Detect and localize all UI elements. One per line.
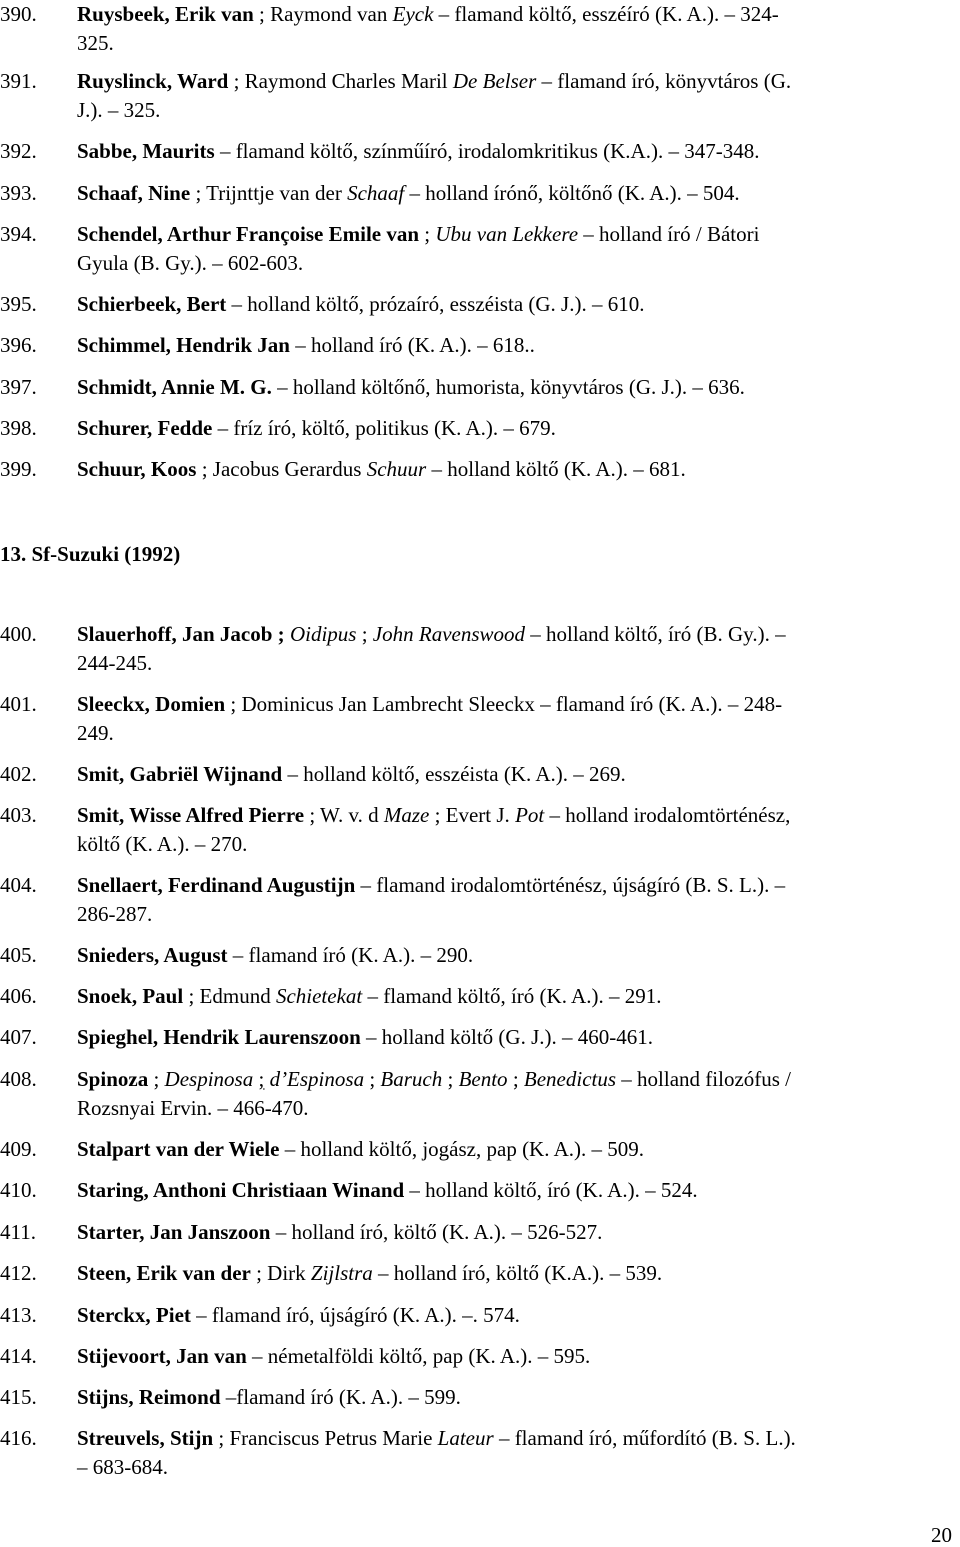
entry-heading: Snoek, Paul [77, 984, 184, 1008]
entry-number: 411. [0, 1220, 36, 1244]
entry-heading: Smit, Gabriël Wijnand [77, 762, 283, 786]
entry-text [77, 0, 958, 58]
entry-heading: Schierbeek, Bert [77, 292, 227, 316]
entry-segment: – holland költő (G. J.). – 460-461. [360, 1025, 653, 1049]
entry-italic-name: d’Espinosa [269, 1067, 365, 1091]
entry-number: 393. [0, 181, 37, 205]
entry-text [77, 1259, 958, 1288]
entry-number: 402. [0, 762, 37, 786]
entry-number: 405. [0, 943, 37, 967]
entry-line [77, 1383, 958, 1412]
entry-heading: Steen, Erik van der [77, 1261, 251, 1285]
entry-italic-name: Maze [383, 803, 430, 827]
entry-italic-name: Bento [458, 1067, 508, 1091]
entry-segment: J.). – 325. [77, 98, 161, 122]
entry-line [77, 1094, 958, 1123]
entry-segment: – flamand író (K. A.). – 290. [227, 943, 474, 967]
entry-underlined: ; [258, 1067, 265, 1091]
entry-italic-name: Eyck [392, 2, 434, 26]
entry-segment: 249. [77, 721, 114, 745]
entry-heading: Starter, Jan Janszoon [77, 1220, 271, 1244]
entry-text [77, 620, 958, 678]
entry-segment: ; [442, 1067, 459, 1091]
entry-heading: Streuvels, Stijn [77, 1426, 214, 1450]
entry-text [77, 1342, 958, 1371]
entry-number: 396. [0, 333, 37, 357]
entry-italic-name: Schaaf [347, 181, 405, 205]
entry-heading: Snellaert, Ferdinand Augustijn [77, 873, 356, 897]
entry-segment: ; Raymond Charles Maril [228, 69, 453, 93]
entry-number: 416. [0, 1426, 37, 1450]
entry-number: 410. [0, 1178, 37, 1202]
entry-segment: ; Franciscus Petrus Marie [213, 1426, 438, 1450]
entry-text [77, 871, 958, 929]
entry-segment: költő (K. A.). – 270. [77, 832, 248, 856]
entry-number: 395. [0, 292, 37, 316]
entry-text [77, 290, 958, 319]
entry-line [77, 690, 958, 719]
entry-line [77, 414, 958, 443]
entry-number: 397. [0, 375, 37, 399]
entry-heading: Spinoza [77, 1067, 149, 1091]
entry-italic-name: Lateur [437, 1426, 494, 1450]
entry-heading: Ruysbeek, Erik van [77, 2, 254, 26]
entry-line [77, 67, 958, 96]
entry-segment: ; Dirk [250, 1261, 311, 1285]
entry-heading: Ruyslinck, Ward [77, 69, 229, 93]
entry-line [77, 137, 958, 166]
entry-italic-name: Zijlstra [310, 1261, 373, 1285]
entry-segment: – németalföldi költő, pap (K. A.). – 595. [246, 1344, 591, 1368]
entry-number: 391. [0, 69, 37, 93]
entry-heading: Stijns, Reimond [77, 1385, 221, 1409]
entry-line [77, 249, 958, 278]
entry-heading: Schimmel, Hendrik Jan [77, 333, 290, 357]
entry-heading: Stalpart van der Wiele [77, 1137, 280, 1161]
entry-line [77, 96, 958, 125]
entry-number: 413. [0, 1303, 37, 1327]
entry-text [77, 982, 958, 1011]
entry-line [77, 29, 958, 58]
entry-heading: Snieders, August [77, 943, 228, 967]
entry-text [77, 801, 958, 859]
entry-segment: ; Dominicus Jan Lambrecht Sleeckx – flamand író (K. A.). – 248- [225, 692, 783, 716]
entry-segment: ; Evert J. [429, 803, 516, 827]
entry-segment: 286-287. [77, 902, 153, 926]
entry-line [77, 801, 958, 830]
entry-segment: – 683-684. [77, 1455, 168, 1479]
entry-heading: Schaaf, Nine [77, 181, 191, 205]
entry-segment: – holland költőnő, humorista, könyvtáros (G. J.). – 636. [271, 375, 745, 399]
entry-text [77, 179, 958, 208]
entry-line [77, 620, 958, 649]
entry-segment: Gyula (B. Gy.). – 602-603. [77, 251, 304, 275]
entry-segment: ; Trijnttje van der [190, 181, 348, 205]
entry-text [77, 1424, 958, 1482]
entry-line [77, 871, 958, 900]
entry-text [77, 1135, 958, 1164]
entry-heading: Schendel, Arthur Françoise Emile van [77, 222, 420, 246]
entry-heading: Sabbe, Maurits [77, 139, 215, 163]
entry-heading: Schmidt, Annie M. G. [77, 375, 272, 399]
entry-number: 398. [0, 416, 37, 440]
entry-number: 394. [0, 222, 37, 246]
entry-line [77, 760, 958, 789]
entry-line [77, 900, 958, 929]
entry-line [77, 1023, 958, 1052]
entry-line [77, 290, 958, 319]
entry-segment: – flamand költő, esszéíró (K. A.). – 324- [433, 2, 779, 26]
entry-italic-name: Ubu van Lekkere [435, 222, 579, 246]
entry-text [77, 331, 958, 360]
entry-segment: ; Edmund [183, 984, 276, 1008]
entry-line [77, 373, 958, 402]
entry-segment: 325. [77, 31, 114, 55]
entry-segment: ; [356, 622, 373, 646]
section-title: 13. Sf-Suzuki (1992) [0, 542, 181, 566]
entry-segment: – holland író, költő (K. A.). – 526-527. [270, 1220, 603, 1244]
entry-text [77, 941, 958, 970]
entry-italic-name: De Belser [452, 69, 537, 93]
entry-line [77, 719, 958, 748]
entry-number: 401. [0, 692, 37, 716]
entry-italic-name: Despinosa [164, 1067, 259, 1091]
entry-line [77, 1259, 958, 1288]
entry-heading: Schurer, Fedde [77, 416, 213, 440]
entry-line [77, 331, 958, 360]
entry-text [77, 220, 958, 278]
entry-line [77, 941, 958, 970]
entry-segment: – flamand költő, író (K. A.). – 291. [362, 984, 662, 1008]
entry-number: 392. [0, 139, 37, 163]
entry-segment: – flamand irodalomtörténész, újságíró (B. S. L.). – [355, 873, 786, 897]
entry-line [77, 0, 958, 29]
entry-segment: ; [364, 1067, 381, 1091]
entry-italic-name: Pot [515, 803, 545, 827]
entry-italic-name: Oidipus [289, 622, 357, 646]
entry-text [77, 137, 958, 166]
entry-line [77, 1342, 958, 1371]
entry-line [77, 830, 958, 859]
entry-line [77, 1453, 958, 1482]
entry-line [77, 179, 958, 208]
entry-number: 403. [0, 803, 37, 827]
page-number: 20 [931, 1523, 952, 1547]
entry-line [77, 1301, 958, 1330]
entry-segment: – holland író / Bátori [578, 222, 760, 246]
entry-text [77, 760, 958, 789]
entry-segment: ; [419, 222, 436, 246]
entry-heading: Sterckx, Piet [77, 1303, 191, 1327]
entry-number: 406. [0, 984, 37, 1008]
entry-text [77, 414, 958, 443]
entry-segment: – holland költő, író (K. A.). – 524. [404, 1178, 698, 1202]
entry-segment: ; [507, 1067, 524, 1091]
entry-number: 404. [0, 873, 37, 897]
entry-text [77, 1383, 958, 1412]
entry-number: 409. [0, 1137, 37, 1161]
entry-segment: ; W. v. d [304, 803, 384, 827]
entry-segment: – holland filozófus / [616, 1067, 792, 1091]
entry-italic-name: Benedictus [523, 1067, 617, 1091]
entry-segment: 244-245. [77, 651, 153, 675]
entry-italic-name: John Ravenswood [372, 622, 526, 646]
entry-line [77, 1135, 958, 1164]
entry-segment: – flamand író, újságíró (K. A.). –. 574. [190, 1303, 520, 1327]
entry-line [77, 1065, 958, 1094]
entry-text [77, 1176, 958, 1205]
entry-text [77, 1023, 958, 1052]
entry-text [77, 1301, 958, 1330]
entry-italic-name: Schuur [366, 457, 427, 481]
entry-segment: – flamand költő, színműíró, irodalomkritikus (K.A.). – 347-348. [214, 139, 760, 163]
entry-heading: Sleeckx, Domien [77, 692, 226, 716]
entry-segment: –flamand író (K. A.). – 599. [220, 1385, 461, 1409]
entry-segment: ; Raymond van [253, 2, 393, 26]
entry-segment: – holland író (K. A.). – 618.. [289, 333, 535, 357]
entry-text [77, 455, 958, 484]
entry-segment: – holland költő, jogász, pap (K. A.). – 509. [279, 1137, 644, 1161]
entry-segment: – flamand író, könyvtáros (G. [536, 69, 792, 93]
entry-line [77, 982, 958, 1011]
entry-line [77, 455, 958, 484]
entry-text [77, 1065, 958, 1123]
entry-heading: Schuur, Koos [77, 457, 197, 481]
entry-segment: ; Jacobus Gerardus [196, 457, 367, 481]
entry-italic-name: Schietekat [275, 984, 363, 1008]
entry-text [77, 67, 958, 125]
entry-segment: – fríz író, költő, politikus (K. A.). – 679. [212, 416, 556, 440]
entry-segment: – holland költő (K. A.). – 681. [426, 457, 686, 481]
entry-segment: – holland költő, prózaíró, esszéista (G. J.). – 610. [226, 292, 645, 316]
entry-segment: – holland irodalomtörténész, [544, 803, 791, 827]
entry-segment: – holland költő, író (B. Gy.). – [525, 622, 786, 646]
entry-segment: – holland író, költő (K.A.). – 539. [372, 1261, 663, 1285]
entry-text [77, 373, 958, 402]
entry-line [77, 1218, 958, 1247]
entry-heading: Smit, Wisse Alfred Pierre [77, 803, 305, 827]
entry-segment: Rozsnyai Ervin. – 466-470. [77, 1096, 309, 1120]
entry-italic-name: Baruch [380, 1067, 443, 1091]
entry-heading: Spieghel, Hendrik Laurenszoon [77, 1025, 361, 1049]
entry-number: 399. [0, 457, 37, 481]
entry-number: 390. [0, 2, 37, 26]
entry-line [77, 1176, 958, 1205]
entry-number: 407. [0, 1025, 37, 1049]
entry-heading: Slauerhoff, Jan Jacob ; [77, 622, 285, 646]
entry-number: 408. [0, 1067, 37, 1091]
entry-line [77, 1424, 958, 1453]
entry-number: 412. [0, 1261, 37, 1285]
entry-number: 415. [0, 1385, 37, 1409]
entry-heading: Staring, Anthoni Christiaan Winand [77, 1178, 405, 1202]
entry-segment: – holland írónő, költőnő (K. A.). – 504. [404, 181, 740, 205]
entry-text [77, 690, 958, 748]
entry-number: 400. [0, 622, 37, 646]
entry-line [77, 649, 958, 678]
entry-heading: Stijevoort, Jan van [77, 1344, 247, 1368]
entry-line [77, 220, 958, 249]
entry-segment: – holland költő, esszéista (K. A.). – 269. [282, 762, 626, 786]
entry-number: 414. [0, 1344, 37, 1368]
entry-text [77, 1218, 958, 1247]
entry-segment: ; [148, 1067, 165, 1091]
entry-segment: – flamand író, műfordító (B. S. L.). [493, 1426, 796, 1450]
